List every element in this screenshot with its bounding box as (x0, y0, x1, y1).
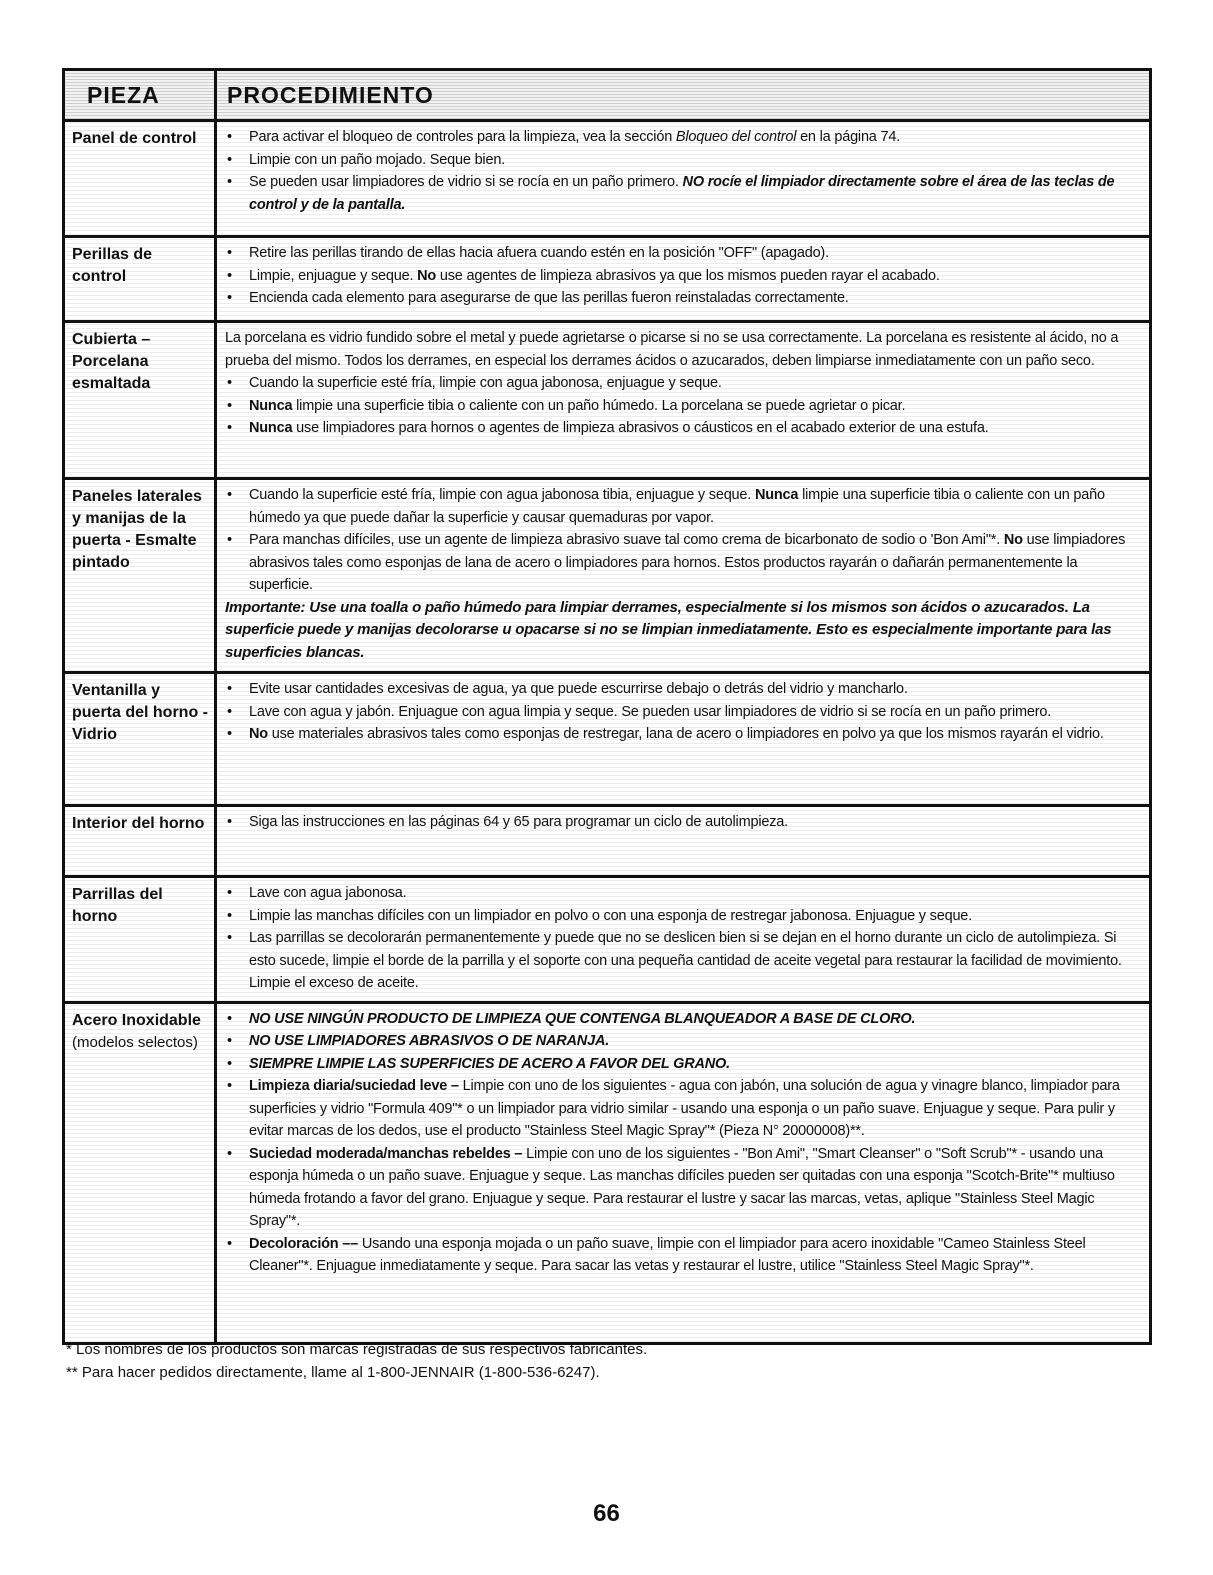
part-name-label: Cubierta – Porcelana esmaltada (72, 331, 151, 392)
bullet-item (225, 882, 1145, 905)
bullet-item (225, 126, 1145, 149)
text-strong: Nunca (754, 487, 799, 503)
procedure (217, 323, 1149, 477)
text-strong: Suciedad moderada/manchas rebeldes – (249, 1145, 523, 1162)
text-warn: NO USE LIMPIADORES ABRASIVOS O DE NARANJA. (249, 1033, 610, 1049)
bullet-icon: • (227, 129, 232, 145)
procedure (217, 122, 1149, 235)
bullet-item (225, 417, 1145, 440)
text-tail: use limpiadores abrasivos tales como esponjas de lana de acero o limpiadores para hornos. Estos productos rayarán o dañarán permanentemente la superficie. (249, 532, 1126, 593)
bullet-item (225, 372, 1145, 395)
header-procedure: PROCEDIMIENTO (227, 82, 434, 108)
text-warn: NO rocíe el limpiador directamente sobre el área de las teclas de control y de la pantalla. (249, 174, 1115, 213)
part-name-label: Paneles laterales y manijas de la puerta - Esmalte pintado (72, 488, 202, 571)
bullet-icon: • (227, 375, 232, 391)
bullet-item (225, 1030, 1145, 1053)
text-strong: Nunca (249, 397, 293, 414)
text-text: Retire las perillas tirando de ellas hacia afuera cuando estén en la posición "OFF" (apagado). (249, 245, 829, 261)
text-tail: limpie una superficie tibia o caliente con un paño húmedo. La porcelana se puede agrietar o picar. (292, 397, 906, 414)
part-name (65, 878, 217, 1001)
bullet-icon: • (227, 487, 232, 503)
bullet-icon: • (227, 681, 232, 697)
bullet-icon: • (227, 245, 232, 261)
bullet-item (225, 242, 1145, 265)
procedure (217, 238, 1149, 320)
part-name (65, 807, 217, 875)
text-tail: limpie una superficie tibia o caliente con un paño húmedo ya que puede dañar la superficie y causar quemaduras por vapor. (249, 487, 1105, 526)
procedure (217, 480, 1149, 671)
table-row (65, 480, 1149, 674)
procedure (217, 878, 1149, 1001)
bullet-icon: • (227, 1055, 232, 1072)
part-name-label: Interior del horno (72, 815, 205, 832)
text-text: Cuando la superficie esté fría, limpie con agua jabonosa tibia, enjuague y seque. (249, 487, 755, 503)
table-header (65, 71, 1149, 122)
bullet-icon: • (227, 1033, 232, 1049)
text-text: Importante: Use una toalla o paño húmedo para limpiar derrames, especialmente si los mismos son ácidos o azucarados. La superficie puede y manijas decolorarse u opacarse si no se limpian inmediatamente. Esto es especialmente importante para las superficies blancas. (225, 598, 1112, 661)
bullet-icon: • (227, 1010, 232, 1027)
part-name (65, 323, 217, 477)
bullet-item (225, 1075, 1145, 1143)
text-text: Lave con agua y jabón. Enjuague con agua limpia y seque. Se pueden usar limpiadores de vidrio si se rocía en un paño primero. (249, 703, 1052, 720)
page-number: 66 (593, 1500, 620, 1527)
bullet-icon: • (227, 907, 232, 924)
text-text: Limpie las manchas difíciles con un limpiador en polvo o con una esponja de restregar jabonosa. Enjuague y seque. (249, 907, 973, 924)
bullet-icon: • (227, 151, 232, 168)
table-row (65, 122, 1149, 238)
bullet-item (225, 1053, 1145, 1076)
bullet-icon: • (227, 814, 232, 830)
text-text: Siga las instrucciones en las páginas 64 y 65 para programar un ciclo de autolimpieza. (249, 814, 788, 830)
footnote: ** Para hacer pedidos directamente, llame al 1-800-JENNAIR (1-800-536-6247). (66, 1364, 600, 1381)
bullet-item (225, 811, 1145, 834)
bullet-icon: • (227, 726, 232, 742)
text-strong: No (249, 726, 268, 742)
bullet-icon: • (227, 930, 232, 946)
bullet-icon: • (227, 703, 232, 720)
part-name-label: Panel de control (72, 130, 197, 147)
bullet-item (225, 149, 1145, 172)
table-row (65, 807, 1149, 878)
table-row (65, 878, 1149, 1004)
part-name (65, 1004, 217, 1342)
procedure (217, 1004, 1149, 1342)
text-warn: SIEMPRE LIMPIE LAS SUPERFICIES DE ACERO A FAVOR DEL GRANO. (249, 1055, 730, 1072)
table-body (65, 122, 1149, 1342)
bullet-icon: • (227, 1078, 232, 1094)
bullet-icon: • (227, 532, 232, 548)
part-name (65, 674, 217, 804)
text-text: Para activar el bloqueo de controles para la limpieza, vea la sección (249, 129, 676, 145)
text-text: Limpie con un paño mojado. Seque bien. (249, 151, 506, 168)
text-text: Evite usar cantidades excesivas de agua, ya que puede escurrirse debajo o detrás del vidrio y mancharlo. (249, 681, 908, 697)
text-text: Se pueden usar limpiadores de vidrio si se rocía en un paño primero. (249, 174, 683, 190)
table-row (65, 238, 1149, 323)
bullet-item (225, 529, 1145, 597)
text-text: Cuando la superficie esté fría, limpie con agua jabonosa, enjuague y seque. (249, 375, 722, 391)
text-tail: Usando una esponja mojada o un paño suave, limpie con el limpiador para acero inoxidable "Cameo Stainless Steel Cleaner"*. Enjuague inmediatamente y seque. Para sacar las vetas y restaurar el lustre, utilice "Stainless Steel Magic Spray"*. (249, 1235, 1086, 1274)
bullet-item (225, 701, 1145, 724)
part-name-label: Acero Inoxidable (72, 1011, 201, 1029)
bullet-icon: • (227, 397, 232, 414)
part-subtitle: (modelos selectos) (72, 1033, 198, 1051)
bullet-icon: • (227, 174, 232, 190)
bullet-item (225, 1143, 1145, 1233)
bullet-icon: • (227, 267, 232, 284)
table-row (65, 323, 1149, 480)
text-strong: No (1003, 532, 1023, 548)
text-text: Encienda cada elemento para asegurarse de que las perillas fueron reinstaladas correctamente. (249, 290, 849, 306)
bullet-item (225, 1233, 1145, 1278)
table-row (65, 1004, 1149, 1342)
bullet-item (225, 927, 1145, 995)
header-part: PIEZA (65, 71, 217, 119)
text-warn: NO USE NINGÚN PRODUCTO DE LIMPIEZA QUE CONTENGA BLANQUEADOR A BASE DE CLORO. (249, 1010, 916, 1027)
part-name (65, 122, 217, 235)
bullet-item (225, 905, 1145, 928)
part-name-label: Parrillas del horno (72, 886, 163, 925)
bullet-icon: • (227, 290, 232, 306)
cleaning-table (62, 68, 1152, 1345)
table-row (65, 674, 1149, 807)
important-note (225, 597, 1145, 665)
bullet-item (225, 484, 1145, 529)
text-tail: use materiales abrasivos tales como esponjas de restregar, lana de acero o limpiadores en polvo ya que los mismos rayarán el vidrio. (267, 726, 1104, 742)
bullet-item (225, 287, 1145, 310)
part-name-label: Ventanilla y puerta del horno - Vidrio (72, 682, 208, 743)
bullet-item (225, 723, 1145, 746)
text-text: Lave con agua jabonosa. (249, 885, 407, 901)
text-text: La porcelana es vidrio fundido sobre el metal y puede agrietarse o picarse si no se usa correctamente. La porcelana es resistente al ácido, no a prueba del mismo. Todos los derrames, en especial los derrames ácidos o azucarados, deben limpiarse inmediatamente con un paño seco. (225, 330, 1119, 369)
text-text: Limpie, enjuague y seque. (249, 267, 418, 284)
footnotes (66, 1338, 647, 1384)
text-strong: Limpieza diaria/suciedad leve – (249, 1078, 459, 1094)
part-name-label: Perillas de control (72, 246, 153, 285)
text-tail: use limpiadores para hornos o agentes de limpieza abrasivos o cáusticos en el acabado exterior de una estufa. (292, 420, 989, 436)
text-text: Para manchas difíciles, use un agente de limpieza abrasivo suave tal como crema de bicarbonato de sodio o 'Bon Ami"*. (249, 532, 1004, 548)
bullet-icon: • (227, 1235, 232, 1252)
text-tail: Limpie con uno de los siguientes - agua con jabón, una solución de agua y vinagre blanco, limpiador para superficies y vidrio "Formula 409"* o un limpiador para vidrio similar - usando una esponja o un paño suave. Enjuague y seque. Para pulir y evitar marcas de los dedos, use el producto "Stainless Steel Magic Spray"* (Pieza N° 20000008)**. (249, 1078, 1120, 1139)
footnote: * Los nombres de los productos son marcas registradas de sus respectivos fabricantes. (66, 1341, 648, 1358)
bullet-item (225, 1008, 1145, 1031)
text-italic: Bloqueo del control (675, 129, 797, 145)
text-tail: use agentes de limpieza abrasivos ya que los mismos pueden rayar el acabado. (436, 267, 940, 284)
text-text: Las parrillas se decolorarán permanentemente y puede que no se deslicen bien si se dejan en el horno durante un ciclo de autolimpieza. Si esto sucede, limpie el borde de la parrilla y el soporte con una pequeña cantidad de aceite vegetal para restaurar la facilidad de movimiento. Limpie el exceso de aceite. (249, 930, 1122, 991)
bullet-icon: • (227, 1145, 232, 1162)
text-strong: No (417, 267, 437, 284)
procedure (217, 807, 1149, 875)
text-tail: Limpie con uno de los siguientes - "Bon Ami", "Smart Cleanser" o "Soft Scrub"* - usando una esponja húmeda o un paño suave. Enjuague y seque. Las manchas difíciles pueden ser quitadas con una esponja "Scotch-Brite"* multiuso húmeda frotando a favor del grano. Enjuague y seque. Para restaurar el lustre y sacar las marcas, vetas, aplique "Stainless Steel Magic Spray"*. (249, 1145, 1115, 1229)
bullet-item (225, 678, 1145, 701)
bullet-item (225, 395, 1145, 418)
bullet-item (225, 171, 1145, 216)
part-name (65, 238, 217, 320)
bullet-item (225, 265, 1145, 288)
part-name (65, 480, 217, 671)
text-strong: Nunca (249, 420, 293, 436)
paragraph (225, 327, 1145, 372)
text-strong: Decoloración –– (249, 1235, 359, 1252)
procedure (217, 674, 1149, 804)
bullet-icon: • (227, 420, 232, 436)
bullet-icon: • (227, 885, 232, 901)
text-tail: en la página 74. (796, 129, 901, 145)
